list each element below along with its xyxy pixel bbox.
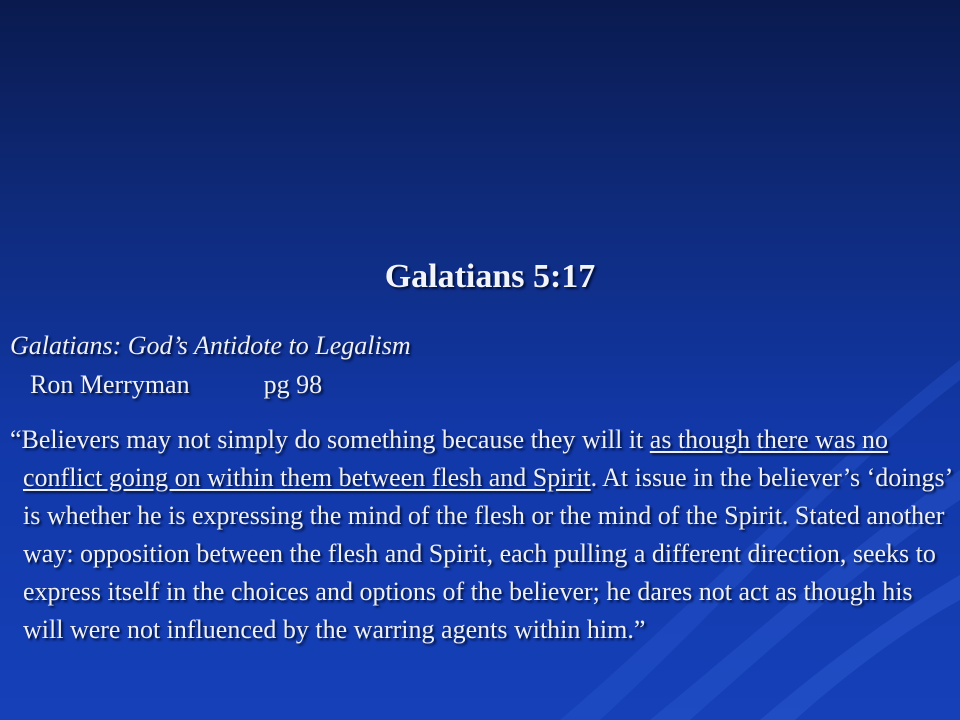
quote-opening: “Believers may not simply do something because they will it — [10, 425, 650, 454]
author-name: Ron Merryman — [30, 370, 190, 399]
page-reference: pg 98 — [263, 370, 323, 399]
quote-text — [10, 421, 958, 649]
quote-closing: . At issue in the believer’s ‘doings’ is whether he is expressing the mind of the flesh or the mind of the Spirit. Stated another way: opposition between the flesh and Spirit, each pulling a different direction, seeks to express itself in the choices and options of the believer; he dares not act as though his will were not influenced by the warring agents within him.” — [23, 463, 952, 644]
quote-underlined-phrase: as though there was no conflict going on within them between flesh and Spirit — [23, 425, 889, 492]
book-title: Galatians: God’s Antidote to Legalism — [10, 331, 411, 360]
author-line — [30, 370, 322, 400]
slide-title: Galatians 5:17 — [384, 258, 596, 295]
